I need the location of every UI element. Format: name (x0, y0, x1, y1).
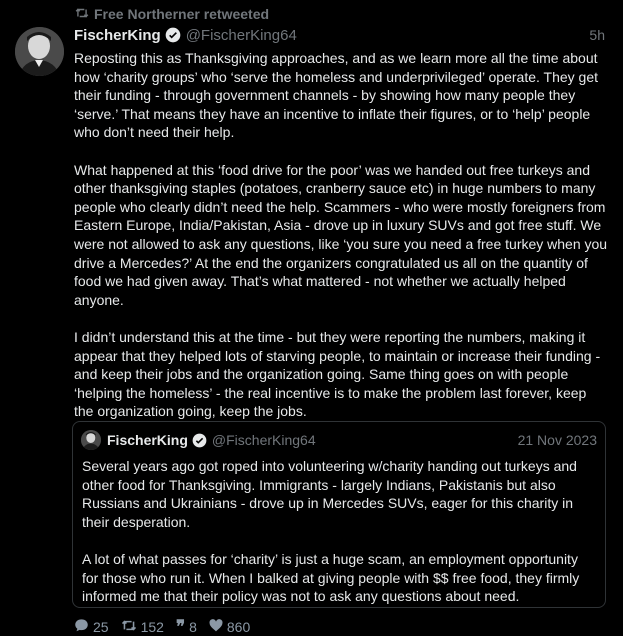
reply-count: 25 (93, 618, 109, 635)
like-stat[interactable] (209, 619, 250, 635)
retweet-count: 152 (140, 618, 164, 635)
quoted-tweet-header (81, 430, 597, 450)
reply-stat[interactable] (74, 618, 109, 635)
quoted-tweet-date[interactable]: 21 Nov 2023 (517, 432, 597, 448)
tweet-header (74, 25, 605, 45)
retweet-icon (121, 619, 137, 635)
heart-icon (209, 619, 223, 635)
author-handle[interactable]: @FischerKing64 (185, 26, 297, 44)
tweet-text (74, 49, 609, 439)
retweet-indicator[interactable] (75, 6, 269, 22)
quoted-avatar[interactable] (81, 430, 101, 450)
reply-icon (74, 618, 89, 635)
quoted-tweet[interactable] (72, 421, 606, 608)
tweet-paragraph: Reposting this as Thanksgiving approaches, and as we learn more all the time about how ‘charity groups’ who ‘serve the homeless and underprivileged’ operate. They get their funding - through government channels - by showing how many people they ‘serve.’ That means they have an incentive to inflate their figures, or to ‘help’ people who don’t need their help. (74, 50, 599, 141)
tweet-time[interactable]: 5h (589, 27, 605, 43)
quote-stat[interactable] (175, 616, 197, 636)
tweet-stats (74, 618, 250, 635)
retweet-label: Free Northerner retweeted (94, 6, 270, 22)
quote-icon: ❞ (175, 616, 186, 636)
quoted-paragraph: A lot of what passes for ‘charity’ is just a huge scam, an employment opportunity for those who run it. When I balked at giving people with $$ free food, they firmly informed me that their policy was not to ask any questions about need. (82, 550, 580, 605)
retweet-icon (75, 6, 89, 22)
tweet-paragraph: I didn’t understand this at the time - but they were reporting the numbers, making it appear that they helped lots of starving people, to maintain or increase their funding - and keep their jobs and the organization going. Same thing goes on with people ‘helping the homeless’ - the real incentive is to make the problem last forever, keep the organization going, keep the jobs. (74, 328, 601, 420)
tweet-paragraph: What happened at this ‘food drive for the poor’ was we handed out free turkeys and other thanksgiving staples (potatoes, cranberry sauce etc) in huge numbers to many people who clearly didn’t need the help. Scammers - who were mostly foreigners from Eastern Europe, India/Pakistan, Asia - drove up in luxury SUVs and got free stuff. We were not allowed to ask any questions, like ‘you sure you need a free turkey when you drive a Mercedes?’ At the end the organizers congratulated us all on the quantity of food we had given away. That’s what mattered - not whether we actually helped anyone. (74, 161, 608, 308)
quoted-author-handle[interactable]: @FischerKing64 (211, 432, 316, 448)
retweet-stat[interactable] (121, 619, 164, 635)
quoted-paragraph: Several years ago got roped into volunteering w/charity handing out turkeys and other food for Thanksgiving. Immigrants - largely Indians, Pakistanis but also Russians and Ukrainians - drove up in Mercedes SUVs, eager for this charity in their desperation. (82, 458, 577, 530)
quoted-tweet-text (82, 457, 597, 624)
author-name[interactable]: FischerKing (74, 26, 161, 44)
quote-count: 8 (189, 618, 197, 635)
verified-badge-icon (165, 27, 181, 43)
avatar[interactable] (15, 27, 64, 76)
verified-badge-icon (192, 433, 207, 448)
like-count: 860 (226, 618, 251, 635)
quoted-author-name[interactable]: FischerKing (107, 432, 188, 448)
